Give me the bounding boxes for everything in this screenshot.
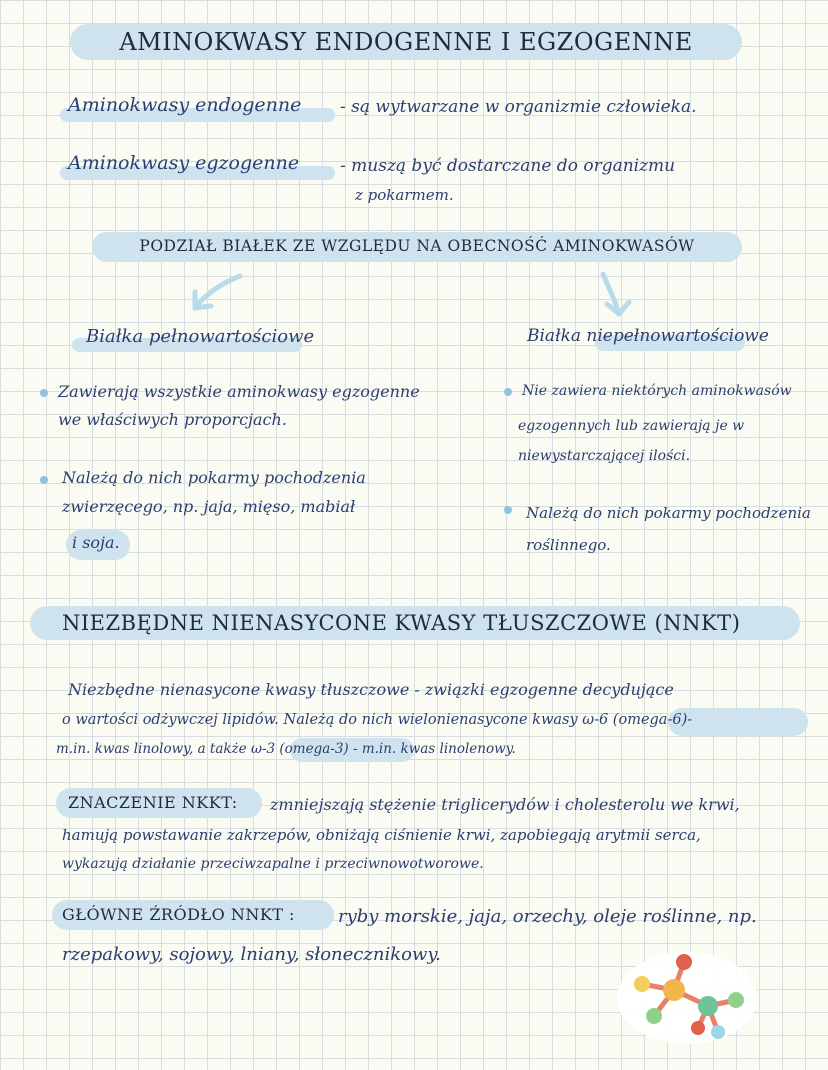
left-bullet2-line2: zwierzęcego, np. jaja, mięso, mabiał: [62, 497, 356, 516]
source-line1: ryby morskie, jaja, orzechy, oleje roślinne, np.: [338, 906, 757, 927]
left-bullet1-line1: Zawierają wszystkie aminokwasy egzogenne: [58, 382, 420, 401]
left-bullet1-line2: we właściwych proporcjach.: [58, 410, 287, 429]
right-bullet2-line2: roślinnego.: [526, 536, 611, 554]
nnkt-def-line2: o wartości odżywczej lipidów. Należą do nich wielonienasycone kwasy ω-6 (omega-6)-: [62, 712, 693, 728]
endogenous-definition: - są wytwarzane w organizmie człowieka.: [340, 97, 697, 117]
importance-label: ZNACZENIE NKKT:: [68, 793, 238, 812]
arrow-left-icon: [185, 270, 245, 315]
left-bullet2-line3: i soja.: [72, 533, 120, 552]
nnkt-def-line3: m.in. kwas linolowy, a także ω-3 (omega-3) - m.in. kwas linolenowy.: [56, 741, 516, 757]
source-line2: rzepakowy, sojowy, lniany, słonecznikowy.: [62, 944, 441, 965]
nnkt-def-line1: Niezbędne nienasycone kwasy tłuszczowe - związki egzogenne decydujące: [68, 680, 674, 699]
bullet-dot: [504, 388, 512, 396]
right-bullet2-line1: Należą do nich pokarmy pochodzenia: [526, 504, 811, 522]
bullet-dot: [40, 476, 48, 484]
right-bullet1-line1: Nie zawiera niektórych aminokwasów: [522, 383, 792, 399]
endogenous-term: Aminokwasy endogenne: [68, 94, 302, 116]
molecule-icon: [612, 948, 762, 1048]
arrow-right-icon: [595, 270, 640, 320]
importance-line3: wykazują działanie przeciwzapalne i przeciwnowotworowe.: [62, 856, 484, 872]
nnkt-title: NIEZBĘDNE NIENASYCONE KWASY TŁUSZCZOWE (NNKT): [62, 611, 741, 635]
exogenous-definition: - muszą być dostarczane do organizmu: [340, 156, 676, 176]
source-label: GŁÓWNE ŹRÓDŁO NNKT :: [62, 905, 295, 924]
incomplete-proteins-heading: Białka niepełnowartościowe: [527, 326, 769, 346]
bullet-dot: [40, 389, 48, 397]
exogenous-definition-cont: z pokarmem.: [355, 186, 454, 204]
right-bullet1-line2: egzogennych lub zawierają je w: [518, 418, 745, 434]
page-title: AMINOKWASY ENDOGENNE I EGZOGENNE: [119, 28, 693, 56]
importance-line1: zmniejszają stężenie triglicerydów i cholesterolu we krwi,: [270, 795, 740, 814]
left-bullet2-line1: Należą do nich pokarmy pochodzenia: [62, 468, 366, 487]
right-bullet1-line3: niewystarczającej ilości.: [518, 448, 691, 464]
importance-line2: hamują powstawanie zakrzepów, obniżają ciśnienie krwi, zapobiegają arytmii serca,: [62, 826, 701, 844]
bullet-dot: [504, 506, 512, 514]
division-title: PODZIAŁ BIAŁEK ZE WZGLĘDU NA OBECNOŚĆ AMINOKWASÓW: [139, 237, 695, 255]
complete-proteins-heading: Białka pełnowartościowe: [86, 326, 315, 347]
exogenous-term: Aminokwasy egzogenne: [68, 152, 300, 174]
